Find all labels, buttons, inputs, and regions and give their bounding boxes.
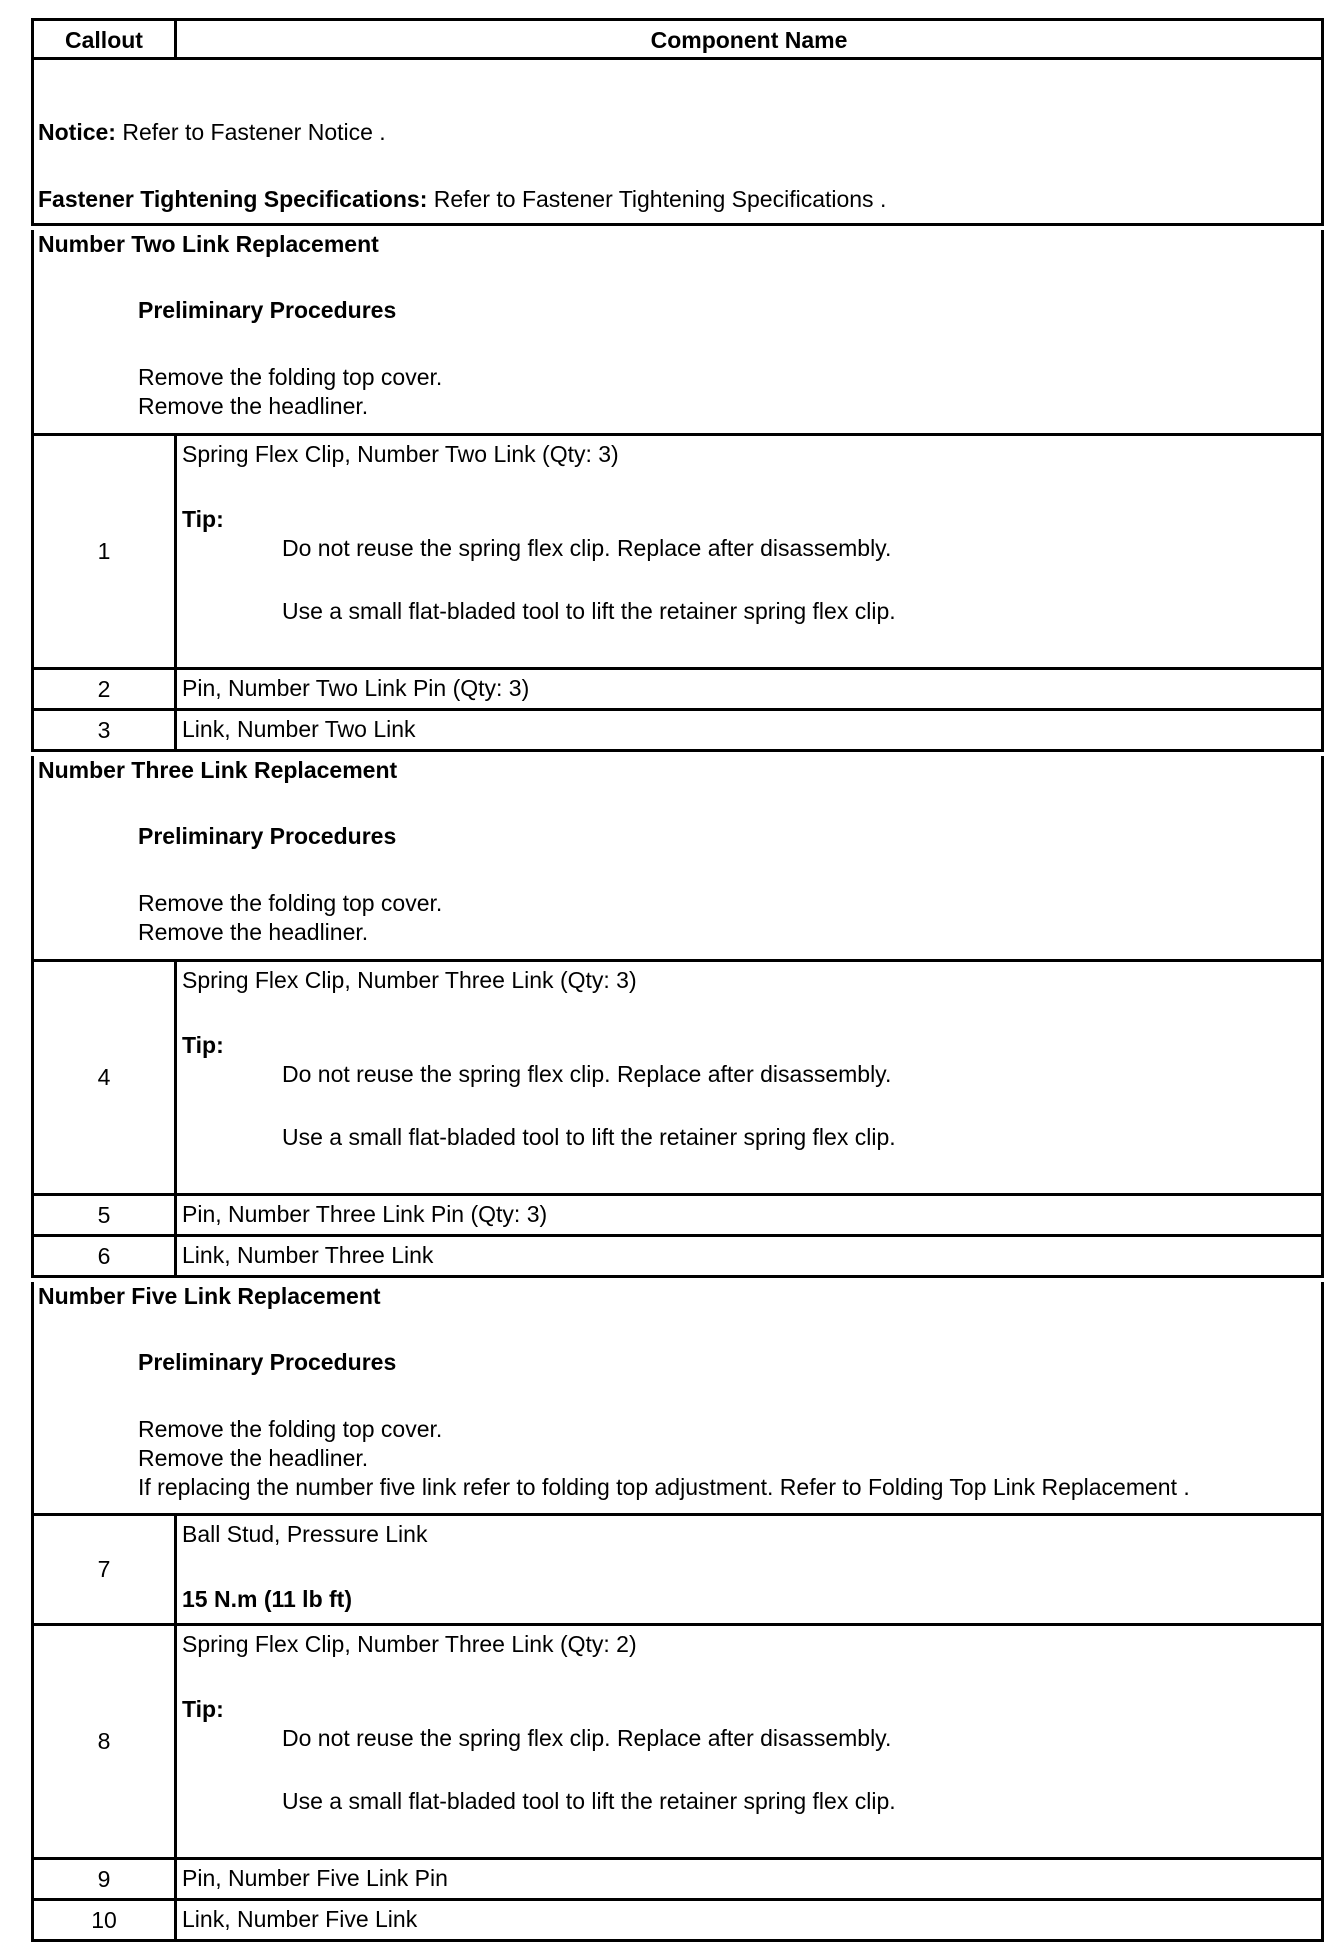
component-name-column-header: Component Name xyxy=(650,27,848,53)
callout-number: 6 xyxy=(34,1237,177,1275)
callout-number: 9 xyxy=(34,1860,177,1898)
procedure-step: Remove the headliner. xyxy=(138,919,369,945)
tip-label: Tip: xyxy=(182,1032,224,1058)
callout-number: 8 xyxy=(34,1626,177,1857)
component-name: Pin, Number Three Link Pin (Qty: 3) xyxy=(182,1201,548,1227)
procedure-step: Remove the headliner. xyxy=(138,393,369,419)
fastener-spec-text: Refer to Fastener Tightening Specifications . xyxy=(433,186,887,212)
section-title: Number Two Link Replacement xyxy=(38,231,379,257)
tip-text: Do not reuse the spring flex clip. Replace after disassembly. xyxy=(282,535,892,561)
component-name: Pin, Number Two Link Pin (Qty: 3) xyxy=(182,675,530,701)
component-name: Ball Stud, Pressure Link xyxy=(182,1521,428,1547)
tip-text: Do not reuse the spring flex clip. Replace after disassembly. xyxy=(282,1061,892,1087)
torque-spec: 15 N.m (11 lb ft) xyxy=(182,1586,352,1612)
callout-number: 1 xyxy=(34,436,177,667)
component-table xyxy=(31,18,1324,1942)
component-name: Link, Number Five Link xyxy=(182,1906,418,1932)
table-row xyxy=(31,1901,1324,1942)
tip-label: Tip: xyxy=(182,1696,224,1722)
procedure-step: Remove the folding top cover. xyxy=(138,364,443,390)
fastener-spec-line xyxy=(38,185,1317,214)
table-row xyxy=(31,1196,1324,1237)
preliminary-procedures-heading: Preliminary Procedures xyxy=(138,823,397,849)
procedure-step: Remove the headliner. xyxy=(138,1445,369,1471)
component-cell xyxy=(177,962,1321,1193)
tip-text: Use a small flat-bladed tool to lift the retainer spring flex clip. xyxy=(282,598,896,624)
section-number-two-link xyxy=(31,230,1324,436)
fastener-spec-label: Fastener Tightening Specifications: xyxy=(38,186,428,212)
component-name: Link, Number Two Link xyxy=(182,716,416,742)
table-header xyxy=(31,18,1324,60)
table-row xyxy=(31,1516,1324,1626)
notice-text: Refer to Fastener Notice . xyxy=(122,119,386,145)
preliminary-procedures-heading: Preliminary Procedures xyxy=(138,297,397,323)
tip-label: Tip: xyxy=(182,506,224,532)
component-cell xyxy=(177,1516,1321,1623)
callout-column-header: Callout xyxy=(34,21,177,57)
tip-text: Use a small flat-bladed tool to lift the retainer spring flex clip. xyxy=(282,1788,896,1814)
component-cell xyxy=(177,436,1321,667)
component-name: Spring Flex Clip, Number Three Link (Qty: 3) xyxy=(182,967,637,993)
component-name: Pin, Number Five Link Pin xyxy=(182,1865,448,1891)
component-name: Spring Flex Clip, Number Two Link (Qty: 3) xyxy=(182,441,619,467)
callout-number: 4 xyxy=(34,962,177,1193)
table-row xyxy=(31,670,1324,711)
table-row xyxy=(31,1860,1324,1901)
procedure-step: Remove the folding top cover. xyxy=(138,1416,443,1442)
callout-number: 7 xyxy=(34,1516,177,1623)
table-row xyxy=(31,1626,1324,1860)
notice-label: Notice: xyxy=(38,119,116,145)
preliminary-procedures-heading: Preliminary Procedures xyxy=(138,1349,397,1375)
table-row xyxy=(31,962,1324,1196)
component-name: Spring Flex Clip, Number Three Link (Qty: 2) xyxy=(182,1631,637,1657)
table-row xyxy=(31,711,1324,752)
callout-number: 10 xyxy=(34,1901,177,1939)
callout-number: 3 xyxy=(34,711,177,749)
component-cell xyxy=(177,1626,1321,1857)
procedure-step: If replacing the number five link refer to folding top adjustment. Refer to Folding Top Link Replacement . xyxy=(138,1474,1190,1500)
callout-number: 2 xyxy=(34,670,177,708)
callout-number: 5 xyxy=(34,1196,177,1234)
tip-text: Do not reuse the spring flex clip. Replace after disassembly. xyxy=(282,1725,892,1751)
component-name: Link, Number Three Link xyxy=(182,1242,434,1268)
procedure-step: Remove the folding top cover. xyxy=(138,890,443,916)
section-number-five-link xyxy=(31,1282,1324,1516)
table-row xyxy=(31,1237,1324,1278)
section-title: Number Three Link Replacement xyxy=(38,757,398,783)
section-number-three-link xyxy=(31,756,1324,962)
notice-line xyxy=(38,118,1317,147)
section-title: Number Five Link Replacement xyxy=(38,1283,381,1309)
table-row xyxy=(31,436,1324,670)
notice-block xyxy=(31,60,1324,226)
tip-text: Use a small flat-bladed tool to lift the retainer spring flex clip. xyxy=(282,1124,896,1150)
